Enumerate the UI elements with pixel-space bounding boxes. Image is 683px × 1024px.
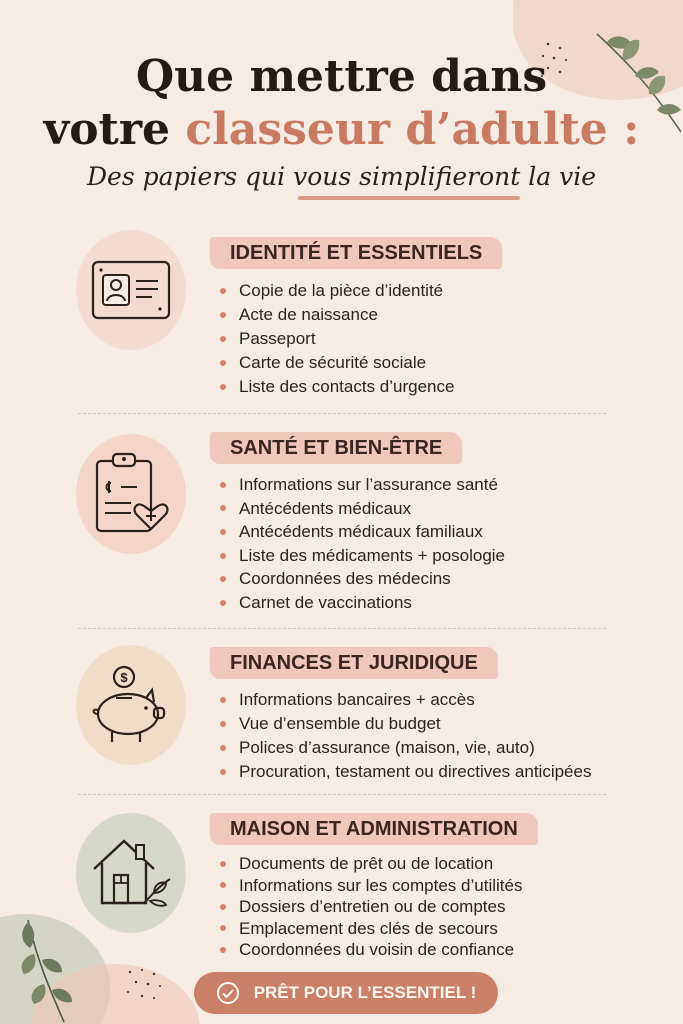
svg-text:$: $ xyxy=(120,670,128,685)
list-item: Antécédents médicaux xyxy=(220,497,505,521)
list-item: Acte de naissance xyxy=(220,303,454,327)
list-item: Dossiers d’entretien ou de comptes xyxy=(220,896,522,918)
icon-circle xyxy=(76,434,186,554)
page-subtitle: Des papiers qui vous simplifieront la vie xyxy=(87,162,596,191)
icon-circle xyxy=(76,813,186,933)
ready-button[interactable] xyxy=(194,972,498,1014)
section-heading: FINANCES ET JURIDIQUE xyxy=(210,647,498,679)
item-list xyxy=(220,688,591,784)
list-item: Procuration, testament ou directives anticipées xyxy=(220,760,591,784)
list-item: Emplacement des clés de secours xyxy=(220,918,522,940)
house-icon xyxy=(88,835,174,911)
list-item: Documents de prêt ou de location xyxy=(220,853,522,875)
list-item: Vue d’ensemble du budget xyxy=(220,712,591,736)
sparkle-dots xyxy=(124,966,164,1002)
item-list xyxy=(220,279,454,399)
title-line-2-accent: classeur d’adulte : xyxy=(185,104,640,155)
page-title xyxy=(0,50,683,156)
id-card-icon xyxy=(90,259,172,321)
item-list xyxy=(220,853,522,961)
icon-circle xyxy=(76,230,186,350)
section-divider xyxy=(78,628,606,629)
item-list xyxy=(220,473,505,615)
list-item: Liste des médicaments + posologie xyxy=(220,544,505,568)
section-heading: IDENTITÉ ET ESSENTIELS xyxy=(210,237,502,269)
title-line-2-prefix: votre xyxy=(43,104,171,155)
check-circle-icon xyxy=(216,981,240,1005)
list-item: Liste des contacts d’urgence xyxy=(220,375,454,399)
section-heading: SANTÉ ET BIEN-ÊTRE xyxy=(210,432,462,464)
section-heading: MAISON ET ADMINISTRATION xyxy=(210,813,538,845)
list-item: Informations bancaires + accès xyxy=(220,688,591,712)
list-item: Carte de sécurité sociale xyxy=(220,351,454,375)
piggy-bank-icon xyxy=(88,664,174,746)
icon-circle xyxy=(76,645,186,765)
list-item: Coordonnées du voisin de confiance xyxy=(220,939,522,961)
section-divider xyxy=(78,413,606,414)
list-item: Coordonnées des médecins xyxy=(220,567,505,591)
list-item: Informations sur l’assurance santé xyxy=(220,473,505,497)
subtitle-underline xyxy=(298,196,520,200)
ready-button-label: PRÊT POUR L’ESSENTIEL ! xyxy=(253,983,477,1002)
list-item: Polices d’assurance (maison, vie, auto) xyxy=(220,736,591,760)
section-divider xyxy=(78,794,606,795)
list-item: Antécédents médicaux familiaux xyxy=(220,520,505,544)
leaf-branch-icon xyxy=(4,914,84,1024)
list-item: Informations sur les comptes d’utilités xyxy=(220,875,522,897)
title-line-1: Que mettre dans xyxy=(135,51,548,102)
list-item: Copie de la pièce d’identité xyxy=(220,279,454,303)
list-item: Passeport xyxy=(220,327,454,351)
list-item: Carnet de vaccinations xyxy=(220,591,505,615)
medical-clipboard-icon xyxy=(91,451,171,537)
